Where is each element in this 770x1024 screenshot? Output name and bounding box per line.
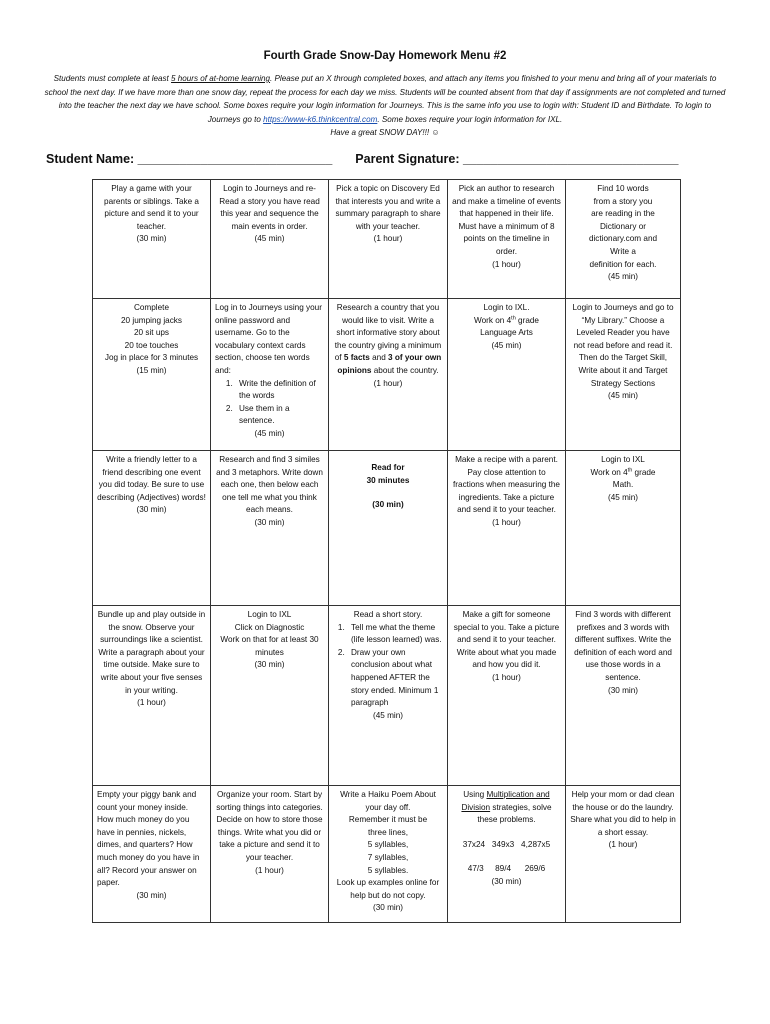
time-estimate: (45 min) [491,340,522,350]
instructions [44,72,726,140]
table-row [93,299,681,451]
menu-cell-r4c1[interactable] [93,606,211,786]
cell-text: Research and find 3 similes and 3 metaphors. Write down each one, then below each one tell me what you think each means. (30 min) [216,455,323,527]
cell-text: and [369,353,389,363]
requirement-hours: 5 hours of at-home learning [171,74,271,83]
menu-cell-r2c1[interactable] [93,299,211,451]
menu-cell-r1c2[interactable] [211,180,329,299]
menu-cell-r1c3[interactable] [329,180,448,299]
step-item: 1. Tell me what the theme (life lesson learned) was. [347,622,443,647]
cell-text: Login to IXL [601,455,645,464]
ordinal-suffix: th [627,466,633,473]
cell-text: Find 10 words from a story you are reading in the Dictionary or dictionary.com and Write a definition for each. (45 min) [588,184,658,282]
cell-text: Work on 4 [590,467,628,477]
menu-cell-r1c1[interactable] [93,180,211,299]
menu-cell-r4c4[interactable] [448,606,566,786]
emphasis-text: 5 facts [343,353,370,363]
signature-line [46,152,736,166]
menu-cell-r4c3[interactable] [329,606,448,786]
menu-cell-r5c4[interactable] [448,786,566,923]
menu-cell-r3c4[interactable] [448,451,566,606]
math-problems-row: 47/3 89/4 269/6 [467,864,546,874]
cell-text: Organize your room. Start by sorting things into categories. Decide on how to store those things. Write what you did or take a picture and send it to your teacher. (1 hour) [216,790,323,875]
cell-text: Complete 20 jumping jacks 20 sit ups 20 toe touches Jog in place for 3 minutes (15 min) [104,303,199,375]
menu-cell-r1c5[interactable] [566,180,681,299]
cell-text: Make a gift for someone special to you. Take a picture and send it to your teacher. Write about what you made and how you did it. (1 hour) [453,610,560,682]
cell-text: Help your mom or dad clean the house or do the laundry. Share what you did to help in a short essay. (1 hour) [570,790,676,850]
cell-text: Write a Haiku Poem About your day off. Remember it must be three lines, 5 syllables, 7 syllables, 5 syllables. Look up examples online for help but do not copy. (30 min) [336,790,440,913]
cell-text: Login to IXL Click on Diagnostic Work on that for at least 30 minutes (30 min) [220,610,319,670]
menu-cell-r5c5[interactable] [566,786,681,923]
cell-text: Play a game with your parents or siblings. Take a picture and send it to your teacher. (30 min) [104,184,199,244]
menu-cell-r5c1[interactable] [93,786,211,923]
table-row [93,180,681,299]
cell-text: Empty your piggy bank and count your money inside. How much money do you have in pennies, nickels, dimes, and quarters? How much money do you have in all? Record your answer on paper. [97,790,200,888]
cell-text: Read for [371,463,405,472]
table-row [93,606,681,786]
snow-day-greeting: Have a great SNOW DAY!!! ☺ [330,128,440,137]
instructions-part-1: Students must complete at least [53,74,172,83]
cell-text: Work on 4 [474,315,512,325]
time-estimate: (30 min) [491,876,522,886]
cell-text: Bundle up and play outside in the snow. Observe your surroundings like a scientist. Write a paragraph about your time outside. Make sure to write about your five senses in your writing. (1 hour) [97,610,206,708]
journeys-link[interactable]: https://www-k6.thinkcentral.com [263,114,378,124]
menu-cell-r4c2[interactable] [211,606,329,786]
time-estimate: (45 min) [254,428,285,438]
time-estimate: (30 min) [136,890,167,900]
cell-text: Make a recipe with a parent. Pay close attention to fractions when measuring the ingredients. Take a picture and send it to your teacher. (1 hour) [453,455,560,527]
menu-cell-r1c4[interactable] [448,180,566,299]
menu-cell-r2c3[interactable] [329,299,448,451]
strategy-text: Multiplication and Division [461,790,550,812]
cell-text: grade [632,467,656,477]
cell-text: Math. [612,480,634,490]
menu-cell-r3c2[interactable] [211,451,329,606]
menu-cell-r2c2[interactable] [211,299,329,451]
student-name-field[interactable]: Student Name: ____________________________ [46,152,333,166]
cell-text: Pick an author to research and make a timeline of events that happened in their life. Must have a minimum of 8 points on the timeline in order. (1 hour) [452,184,561,269]
cell-text: Login to Journeys and go to “My Library.” Choose a Leveled Reader you have not read before and read it. Then do the Target Skill, Write about it and Target Strategy Sections (45 min) [572,303,674,401]
page-title: Fourth Grade Snow-Day Homework Menu #2 [263,50,507,62]
cell-text: Pick a topic on Discovery Ed that interests you and write a summary paragraph to share with your teacher. (1 hour) [335,184,441,244]
cell-text: Write a friendly letter to a friend describing one event you did today. Be sure to use describing (Adjectives) words! (30 min) [97,455,206,515]
parent-signature-field[interactable]: Parent Signature: _______________________________ [355,152,679,166]
cell-text: about the country. [371,365,439,375]
menu-cell-r5c2[interactable] [211,786,329,923]
emphasis-text: 3 of your own opinions [337,353,442,375]
cell-text: Login to IXL. [483,303,530,312]
cell-text: Login to Journeys and re-Read a story you have read this year and sequence the main events in order. (45 min) [219,184,320,244]
cell-text: Language Arts [480,328,533,338]
step-item: 2. Use them in a sentence. [235,403,324,428]
table-row [93,451,681,606]
menu-cell-r3c1[interactable] [93,451,211,606]
cell-text: strategies, solve these problems. [477,802,552,825]
menu-cell-r4c5[interactable] [566,606,681,786]
time-estimate: (30 min) [372,500,404,510]
ordinal-suffix: th [511,314,516,321]
step-item: 1. Write the definition of the words [235,378,324,403]
menu-cell-r2c5[interactable] [566,299,681,451]
cell-text: Research a country that you would like to visit. Write a short informative story about the country giving a minimum of [334,303,442,363]
menu-cell-r2c4[interactable] [448,299,566,451]
instructions-part-3: . Some boxes require your login information for IXL. [377,114,563,124]
instructions-part-2: . Please put an X through completed boxes, and attach any items you finished to your menu and bring all of your materials to school the next day. If we have more than one snow day, repeat the process for each day we miss. Students will be counted absent from that day if assignments are not completed and turned into the teacher the next day we have school. Some boxes require your login information for Journeys. This is the same info you use to login with: Student ID and Birthdate. To login to Journeys go to [44,74,726,124]
table-row [93,786,681,923]
time-estimate: (1 hour) [373,378,403,388]
step-item: 2. Draw your own conclusion about what happened AFTER the story ended. Minimum 1 paragraph [347,647,443,710]
time-estimate: (45 min) [372,710,404,720]
menu-cell-r3c5[interactable] [566,451,681,606]
steps-list [333,622,443,710]
homework-menu-grid [92,179,681,923]
time-estimate: (45 min) [607,492,639,502]
cell-text: 30 minutes [366,475,410,485]
menu-cell-r3c3[interactable] [329,451,448,606]
cell-text: Using [463,790,487,799]
menu-cell-r5c3[interactable] [329,786,448,923]
math-problems-row: 37x24 349x3 4,287x5 [462,839,551,849]
cell-text: Read a short story. [353,610,423,619]
cell-text: Find 3 words with different prefixes and 3 words with different suffixes. Write the definition of each word and use those words in a sentence. (30 min) [574,610,672,695]
cell-text: Log in to Journeys using your online password and username. Go to the vocabulary context cards section, choose ten words and: [215,303,322,375]
cell-text: grade [515,315,539,325]
steps-list [215,378,324,428]
